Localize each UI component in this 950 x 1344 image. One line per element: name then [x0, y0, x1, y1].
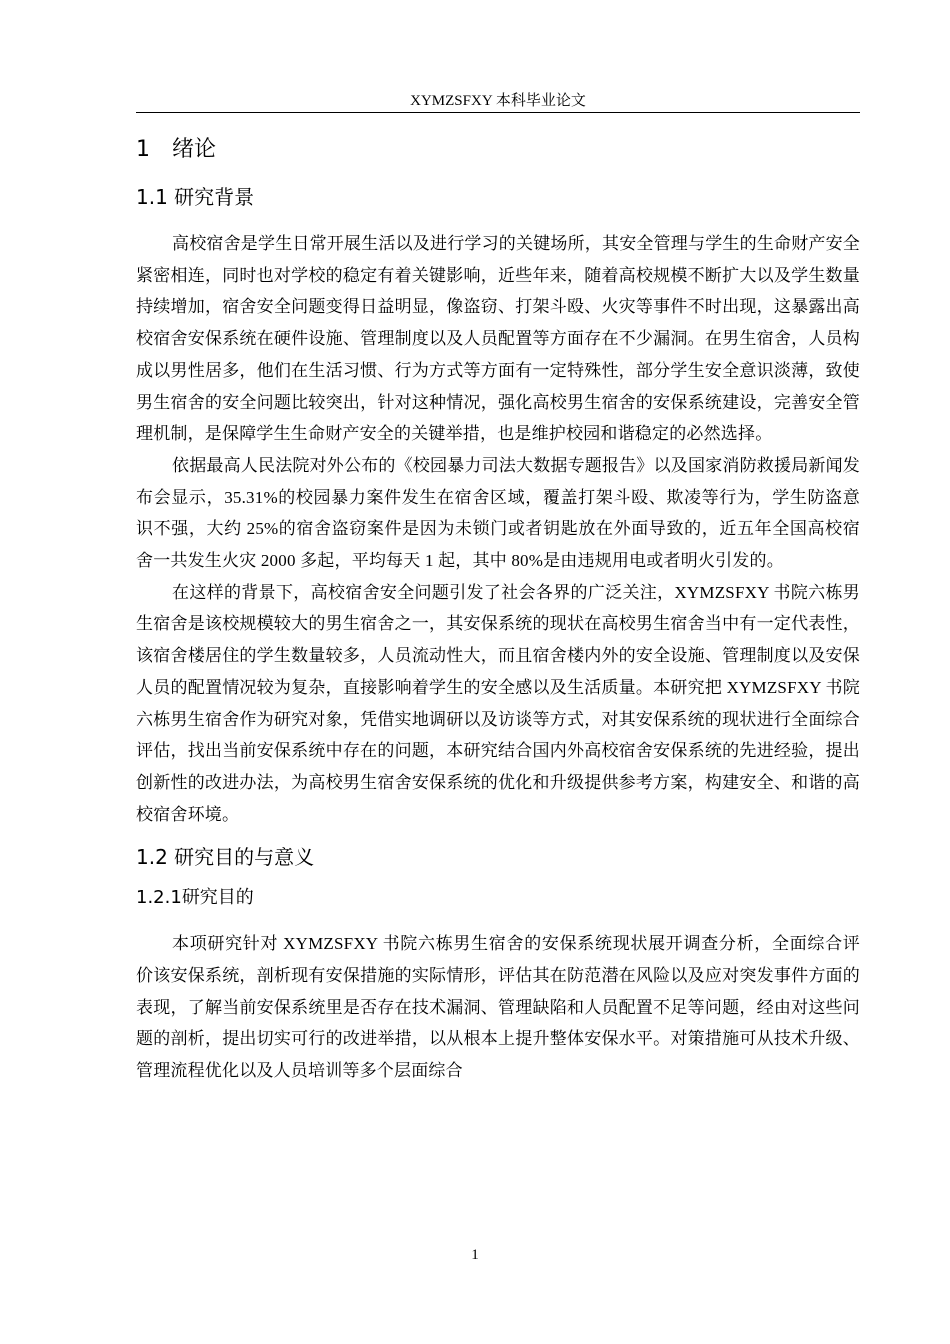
section-1-1-body [136, 228, 860, 830]
subsection-title: 研究目的 [181, 887, 254, 909]
chapter-heading [136, 130, 860, 170]
subsection-heading-1-2-1 [136, 882, 860, 914]
section-heading-1-2 [136, 840, 860, 874]
running-header: XYMZSFXY 本科毕业论文 [410, 93, 586, 109]
subsection-number: 1.2.1 [136, 887, 182, 909]
subsection-1-2-1-body [136, 928, 860, 1087]
section-number: 1.2 [136, 845, 168, 870]
section-heading-1-1 [136, 180, 860, 214]
chapter-title: 绪论 [172, 137, 217, 162]
section-title: 研究背景 [174, 185, 255, 209]
chapter-number: 1 [136, 137, 150, 162]
section-title: 研究目的与意义 [174, 845, 315, 870]
section-number: 1.1 [136, 185, 168, 209]
page-number: 1 [471, 1247, 479, 1263]
header-divider [136, 112, 860, 113]
paragraph: 本项研究针对 XYMZSFXY 书院六栋男生宿舍的安保系统现状展开调查分析，全面综合评价该安保系统，剖析现有安保措施的实际情形，评估其在防范潜在风险以及应对突发事件方面的表现，了解当前安保系统里是否存在技术漏洞、管理缺陷和人员配置不足等问题，经由对这些问题的剖析，提出切实可行的改进举措，以从根本上提升整体安保水平。对策措施可从技术升级、管理流程优化以及人员培训等多个层面综合 [136, 934, 860, 1081]
paragraph: 高校宿舍是学生日常开展生活以及进行学习的关键场所，其安全管理与学生的生命财产安全紧密相连，同时也对学校的稳定有着关键影响，近些年来，随着高校规模不断扩大以及学生数量持续增加，宿舍安全问题变得日益明显，像盗窃、打架斗殴、火灾等事件不时出现，这暴露出高校宿舍安保系统在硬件设施、管理制度以及人员配置等方面存在不少漏洞。在男生宿舍，人员构成以男性居多，他们在生活习惯、行为方式等方面有一定特殊性，部分学生安全意识淡薄，致使男生宿舍的安全问题比较突出，针对这种情况，强化高校男生宿舍的安保系统建设，完善安全管理机制，是保障学生生命财产安全的关键举措，也是维护校园和谐稳定的必然选择。 [136, 234, 860, 444]
page-content [136, 128, 860, 1087]
paragraph: 依据最高人民法院对外公布的《校园暴力司法大数据专题报告》以及国家消防救援局新闻发布会显示，35.31%的校园暴力案件发生在宿舍区域，覆盖打架斗殴、欺凌等行为，学生防盗意识不强，大约 25%的宿舍盗窃案件是因为未锁门或者钥匙放在外面导致的，近五年全国高校宿舍一共发生火灾 2000 多起，平均每天 1 起，其中 80%是由违规用电或者明火引发的。 [136, 455, 860, 571]
paragraph: 在这样的背景下，高校宿舍安全问题引发了社会各界的广泛关注，XYMZSFXY 书院六栋男生宿舍是该校规模较大的男生宿舍之一，其安保系统的现状在高校男生宿舍当中有一定代表性，该宿舍楼居住的学生数量较多，人员流动性大，而且宿舍楼内外的安全设施、管理制度以及安保人员的配置情况较为复杂，直接影响着学生的安全感以及生活质量。本研究把 XYMZSFXY 书院六栋男生宿舍作为研究对象，凭借实地调研以及访谈等方式，对其安保系统的现状进行全面综合评估，找出当前安保系统中存在的问题，本研究结合国内外高校宿舍安保系统的先进经验，提出创新性的改进办法，为高校男生宿舍安保系统的优化和升级提供参考方案，构建安全、和谐的高校宿舍环境。 [136, 582, 860, 824]
